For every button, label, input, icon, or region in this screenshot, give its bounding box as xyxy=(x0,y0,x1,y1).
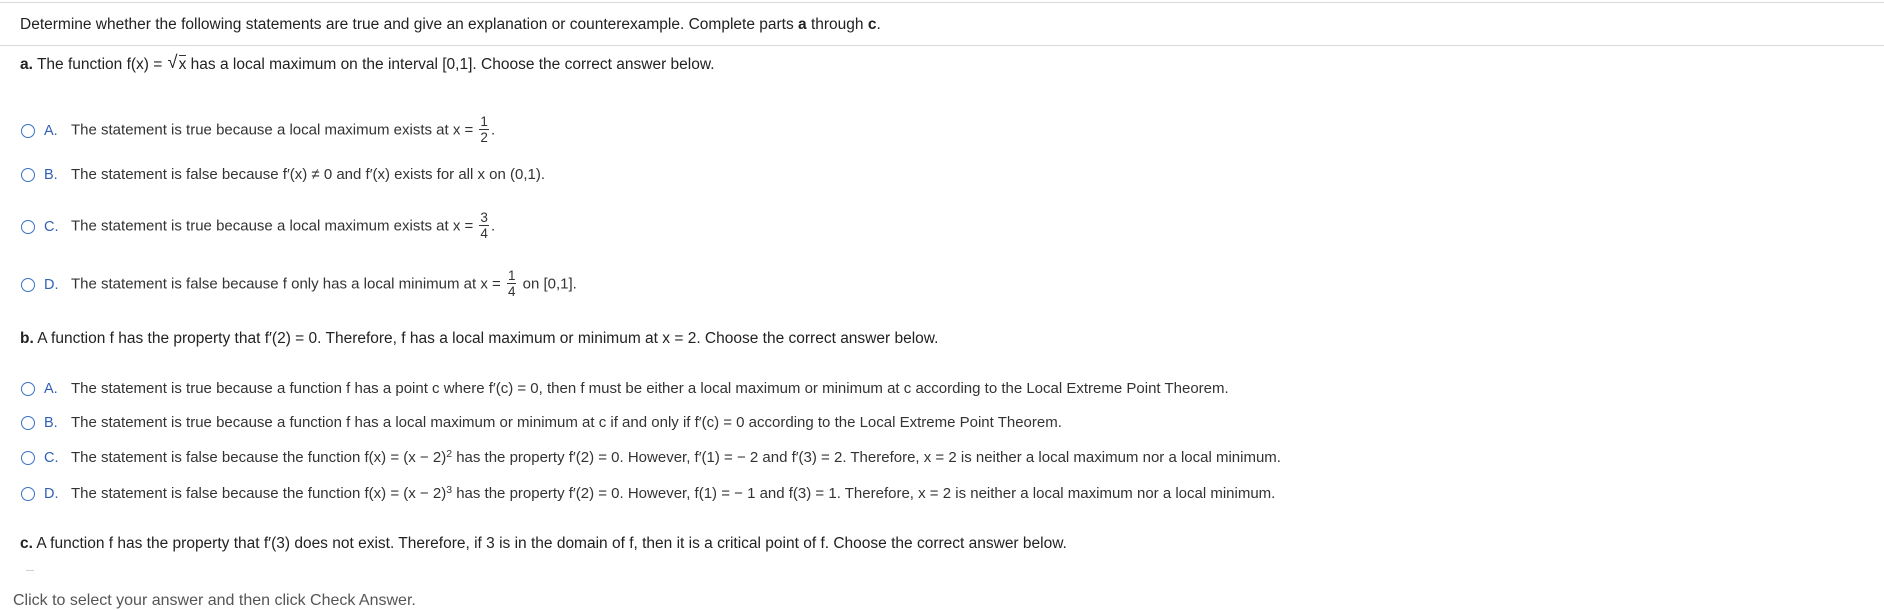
choice-letter: D. xyxy=(44,485,59,502)
fraction xyxy=(479,210,489,241)
part-c-prompt-text: A function f has the property that f′(3) does not exist. Therefore, if 3 is in the domain of f, then it is a critical point of f. Choose the correct answer below. xyxy=(32,535,1067,552)
choice-text xyxy=(71,211,495,242)
radio-button[interactable] xyxy=(21,416,35,430)
sqrt-expression xyxy=(167,52,187,74)
choice-letter: A. xyxy=(44,380,58,397)
choice-text-pre: The statement is false because the function f(x) = (x − 2) xyxy=(71,485,447,502)
part-b-choice-b[interactable] xyxy=(21,414,1062,431)
choice-letter: B. xyxy=(44,166,58,183)
radio-button[interactable] xyxy=(21,124,35,138)
radio-button[interactable] xyxy=(21,382,35,396)
part-b-choice-a[interactable] xyxy=(21,380,1229,397)
choice-text-post: . xyxy=(490,217,496,235)
part-b-label: b. xyxy=(20,330,34,347)
part-a-choice-a[interactable] xyxy=(21,115,495,146)
choice-text: The statement is true because a function f has a local maximum or minimum at c if and only if f′(c) = 0 according to the Local Extreme Point Theorem. xyxy=(71,414,1062,431)
footer-hint: Click to select your answer and then click Check Answer. xyxy=(13,592,416,609)
part-a-choice-b[interactable] xyxy=(21,166,545,183)
choice-text-pre: The statement is false because the function f(x) = (x − 2) xyxy=(71,449,447,466)
choice-letter: B. xyxy=(44,414,58,431)
part-c-prompt xyxy=(20,535,1067,553)
radical-sign-icon: √ xyxy=(167,52,178,72)
choice-letter: D. xyxy=(44,276,59,293)
instructions-part-c: c xyxy=(867,16,877,33)
choice-text xyxy=(71,485,1275,502)
instructions-part-a: a xyxy=(798,16,807,33)
instructions-divider xyxy=(0,45,1884,46)
part-b-prompt xyxy=(20,330,938,348)
fraction-denominator: 2 xyxy=(480,130,488,145)
part-a-prompt-post: has a local maximum on the interval [0,1]. Choose the correct answer below. xyxy=(186,56,715,73)
radio-button[interactable] xyxy=(21,168,35,182)
fraction-numerator: 1 xyxy=(480,114,488,129)
choice-text-post: on [0,1]. xyxy=(518,275,577,293)
instructions-text: Determine whether the following statements are true and give an explanation or counterexample. Complete parts xyxy=(20,16,799,33)
choice-letter: C. xyxy=(44,449,59,466)
part-c-label: c. xyxy=(20,535,33,552)
choice-text-post: has the property f′(2) = 0. However, f(1) = − 1 and f(3) = 1. Therefore, x = 2 is neither a local maximum nor a local minimum. xyxy=(452,485,1276,502)
choice-text: The statement is false because f′(x) ≠ 0 and f′(x) exists for all x on (0,1). xyxy=(71,166,546,183)
part-a-prompt-pre: The function f(x) = xyxy=(32,56,167,73)
instructions xyxy=(20,16,881,34)
radio-button[interactable] xyxy=(21,278,35,292)
fraction-denominator: 4 xyxy=(480,226,488,241)
choice-letter: C. xyxy=(44,218,59,235)
part-b-choice-d[interactable] xyxy=(21,485,1275,502)
choice-text-pre: The statement is true because a local maximum exists at x = xyxy=(71,121,478,139)
radio-button[interactable] xyxy=(21,451,35,465)
choice-text-post: has the property f′(2) = 0. However, f′(1) = − 2 and f′(3) = 2. Therefore, x = 2 is neither a local maximum nor a local minimum. xyxy=(452,449,1281,466)
fraction-numerator: 1 xyxy=(507,268,516,283)
instructions-text-end: . xyxy=(876,16,881,33)
choice-text-pre: The statement is false because f only has a local minimum at x = xyxy=(71,275,505,293)
part-b-prompt-text: A function f has the property that f′(2) = 0. Therefore, f has a local maximum or minimum at x = 2. Choose the correct answer below. xyxy=(33,330,939,347)
part-b-choice-c[interactable] xyxy=(21,449,1281,466)
choice-text-post: . xyxy=(490,121,496,139)
choice-text xyxy=(71,115,495,146)
instructions-text-mid: through xyxy=(806,16,868,33)
exponent: 2 xyxy=(446,448,453,460)
fraction-denominator: 4 xyxy=(507,284,516,299)
part-a-prompt xyxy=(20,52,715,74)
part-a-choice-c[interactable] xyxy=(21,211,495,242)
radio-button[interactable] xyxy=(21,487,35,501)
part-a-label: a. xyxy=(20,56,33,73)
exponent: 3 xyxy=(446,484,453,496)
radio-button[interactable] xyxy=(21,220,35,234)
radicand: x xyxy=(178,56,187,73)
fraction-numerator: 3 xyxy=(480,210,488,225)
choice-text: The statement is true because a function f has a point c where f′(c) = 0, then f must be either a local maximum or minimum at c according to the Local Extreme Point Theorem. xyxy=(71,380,1229,397)
fraction xyxy=(507,268,517,299)
part-a-choice-d[interactable] xyxy=(21,269,577,300)
choice-letter: A. xyxy=(44,122,58,139)
choice-text xyxy=(71,269,577,300)
choice-text xyxy=(71,449,1281,466)
cut-off-divider xyxy=(26,570,34,571)
top-divider xyxy=(0,2,1884,3)
fraction xyxy=(479,114,489,145)
choice-text-pre: The statement is true because a local maximum exists at x = xyxy=(71,217,478,235)
